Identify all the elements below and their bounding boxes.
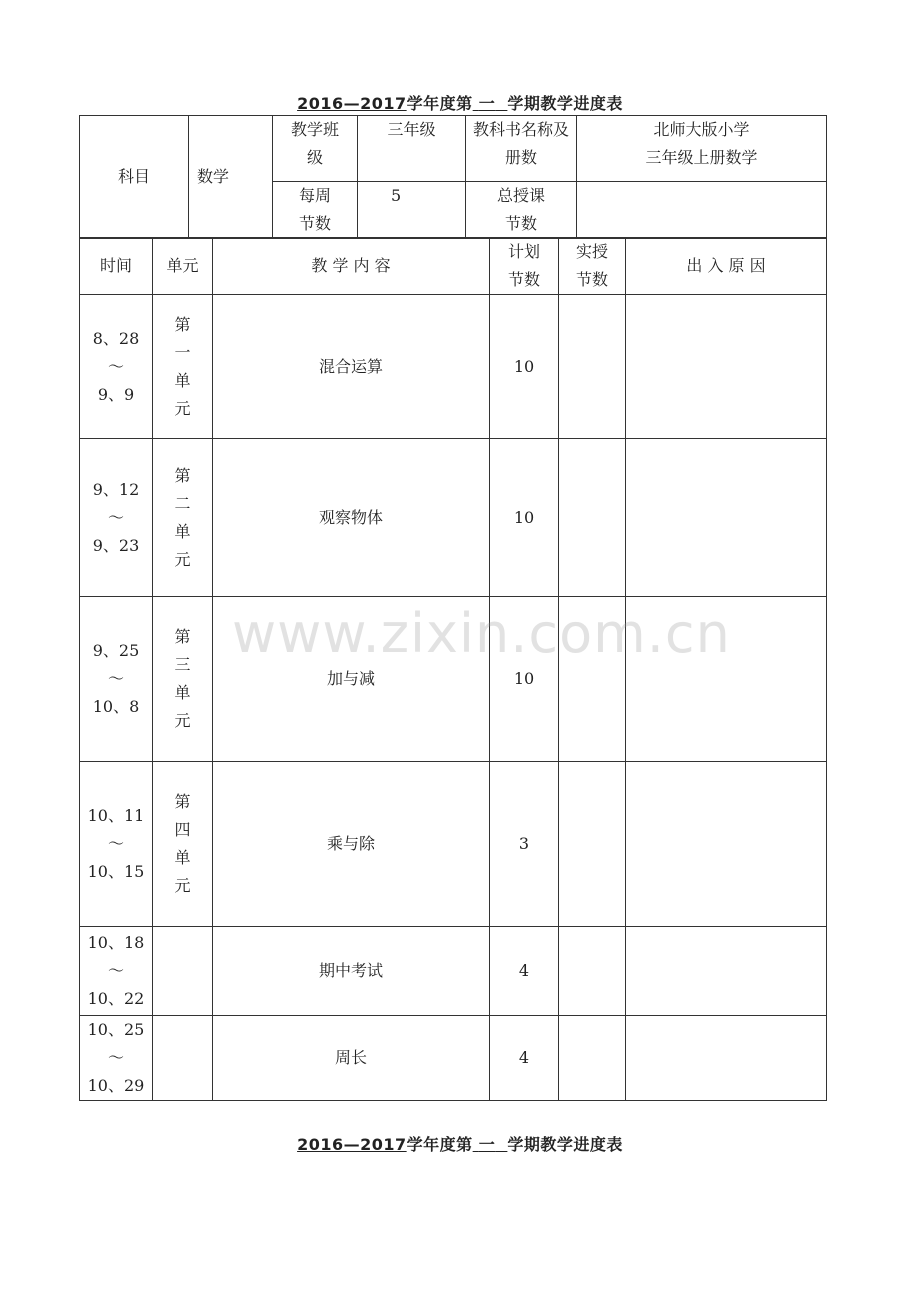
title-suffix: 学期教学进度表 — [507, 94, 623, 113]
time-cell: 10、18 ～ 10、22 — [80, 927, 153, 1016]
reason-cell — [626, 1016, 827, 1101]
col-planned: 计划节数 — [490, 238, 559, 295]
planned-cell: 10 — [490, 295, 559, 439]
col-unit: 单元 — [153, 238, 213, 295]
time-cell: 9、25 ～ 10、8 — [80, 597, 153, 762]
planned-cell: 3 — [490, 762, 559, 927]
reason-cell — [626, 597, 827, 762]
time-cell: 9、12 ～ 9、23 — [80, 439, 153, 597]
subject-label: 科目 — [80, 116, 189, 239]
content-cell: 周长 — [213, 1016, 490, 1101]
total-label: 总授课节数 — [466, 182, 577, 239]
reason-cell — [626, 439, 827, 597]
time-cell: 10、11 ～ 10、15 — [80, 762, 153, 927]
actual-cell — [559, 762, 626, 927]
actual-cell — [559, 597, 626, 762]
col-content: 教 学 内 容 — [213, 238, 490, 295]
header-row — [80, 238, 827, 295]
class-label: 教学班级 — [273, 116, 358, 182]
reason-cell — [626, 927, 827, 1016]
unit-cell: 第二单元 — [153, 439, 213, 597]
title-prefix: 学年度第 — [406, 94, 473, 113]
table-row — [80, 1016, 827, 1101]
title-term: 一 — [478, 94, 496, 113]
subject-value: 数学 — [189, 116, 273, 239]
unit-cell: 第三单元 — [153, 597, 213, 762]
col-reason: 出 入 原 因 — [626, 238, 827, 295]
time-cell: 10、25 ～ 10、29 — [80, 1016, 153, 1101]
time-cell: 8、28 ～ 9、9 — [80, 295, 153, 439]
textbook-value-line1: 北师大版小学 — [653, 120, 750, 139]
actual-cell — [559, 439, 626, 597]
textbook-value-line2: 三年级上册数学 — [645, 148, 758, 167]
watermark: www.zixin.com.cn — [232, 602, 731, 665]
actual-cell — [559, 295, 626, 439]
actual-cell — [559, 1016, 626, 1101]
actual-cell — [559, 927, 626, 1016]
planned-cell: 10 — [490, 597, 559, 762]
unit-cell — [153, 1016, 213, 1101]
planned-cell: 4 — [490, 1016, 559, 1101]
unit-cell — [153, 927, 213, 1016]
planned-cell: 4 — [490, 927, 559, 1016]
col-time: 时间 — [80, 238, 153, 295]
title-term: 一 — [478, 1135, 496, 1154]
reason-cell — [626, 762, 827, 927]
table-row — [80, 597, 827, 762]
textbook-value — [577, 116, 827, 182]
unit-cell: 第四单元 — [153, 762, 213, 927]
title-years: 2016—2017 — [297, 1135, 407, 1154]
title-years: 2016—2017 — [297, 94, 407, 113]
col-actual: 实授节数 — [559, 238, 626, 295]
weekly-value: 5 — [358, 182, 466, 239]
table-row — [80, 762, 827, 927]
table-row — [80, 295, 827, 439]
planned-cell: 10 — [490, 439, 559, 597]
title-prefix: 学年度第 — [406, 1135, 473, 1154]
total-value — [577, 182, 827, 239]
table-row — [80, 439, 827, 597]
title-suffix: 学期教学进度表 — [507, 1135, 623, 1154]
textbook-label: 教科书名称及册数 — [466, 116, 577, 182]
class-value: 三年级 — [358, 116, 466, 182]
content-cell: 加与减 — [213, 597, 490, 762]
schedule-table — [79, 237, 827, 1101]
page-title — [0, 91, 920, 114]
content-cell: 乘与除 — [213, 762, 490, 927]
content-cell: 期中考试 — [213, 927, 490, 1016]
content-cell: 混合运算 — [213, 295, 490, 439]
page-title-repeat — [0, 1132, 920, 1155]
content-cell: 观察物体 — [213, 439, 490, 597]
info-table — [79, 115, 827, 239]
unit-cell: 第一单元 — [153, 295, 213, 439]
weekly-label: 每周节数 — [273, 182, 358, 239]
reason-cell — [626, 295, 827, 439]
table-row — [80, 927, 827, 1016]
